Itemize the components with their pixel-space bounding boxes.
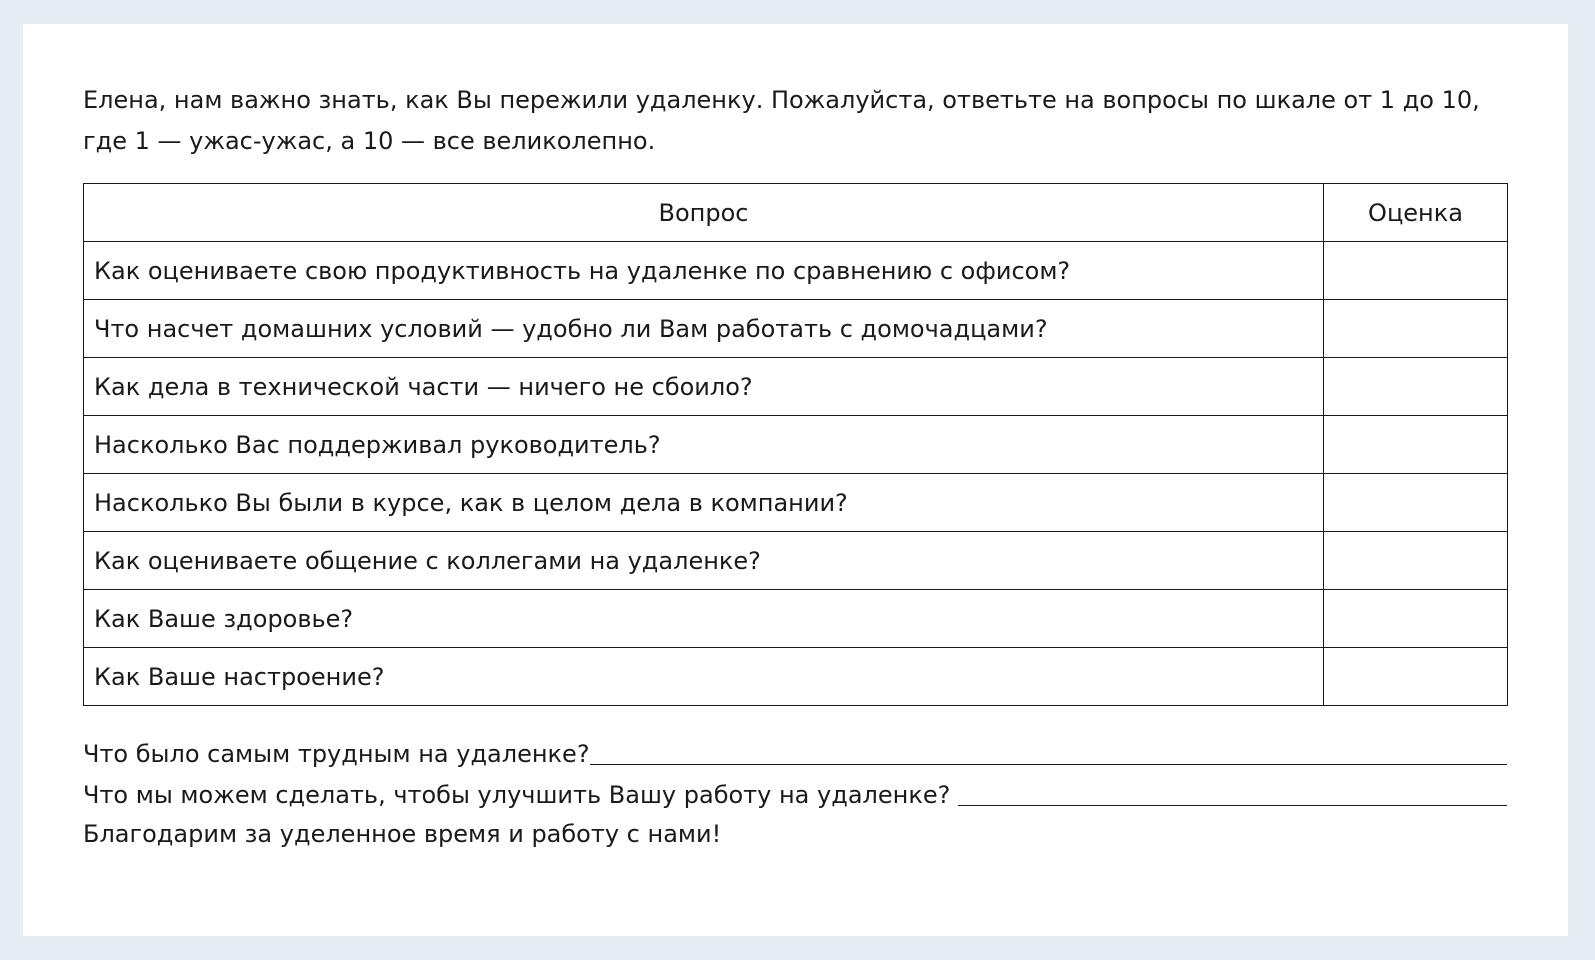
intro-text [83, 80, 1523, 162]
improve-answer-line[interactable] [958, 781, 1507, 806]
column-header-score: Оценка [1324, 184, 1508, 242]
intro-line-1: Елена, нам важно знать, как Вы пережили удаленку. Пожалуйста, ответьте на вопросы по шкале от 1 до 10, [83, 86, 1480, 114]
question-cell: Что насчет домашних условий — удобно ли Вам работать с домочадцами? [84, 300, 1324, 358]
hardest-question [83, 738, 1507, 768]
score-cell[interactable] [1324, 474, 1508, 532]
intro-line-2: где 1 — ужас-ужас, а 10 — все великолепно. [83, 127, 656, 155]
question-cell: Как Ваше здоровье? [84, 590, 1324, 648]
table-row [84, 590, 1508, 648]
score-cell[interactable] [1324, 358, 1508, 416]
question-cell: Как дела в технической части — ничего не сбоило? [84, 358, 1324, 416]
score-cell[interactable] [1324, 648, 1508, 706]
question-cell: Как Ваше настроение? [84, 648, 1324, 706]
question-cell: Насколько Вас поддерживал руководитель? [84, 416, 1324, 474]
question-cell: Как оцениваете свою продуктивность на удаленке по сравнению с офисом? [84, 242, 1324, 300]
question-cell: Как оцениваете общение с коллегами на удаленке? [84, 532, 1324, 590]
score-cell[interactable] [1324, 242, 1508, 300]
table-row [84, 358, 1508, 416]
improve-question-label: Что мы можем сделать, чтобы улучшить Вашу работу на удаленке? [83, 781, 951, 809]
improve-question [83, 779, 1507, 809]
question-cell: Насколько Вы были в курсе, как в целом дела в компании? [84, 474, 1324, 532]
table-row [84, 648, 1508, 706]
column-header-question: Вопрос [84, 184, 1324, 242]
thanks-text: Благодарим за уделенное время и работу с нами! [83, 820, 722, 848]
hardest-answer-line[interactable] [590, 740, 1507, 765]
table-row [84, 416, 1508, 474]
table-row [84, 532, 1508, 590]
score-cell[interactable] [1324, 416, 1508, 474]
table-row [84, 300, 1508, 358]
score-cell[interactable] [1324, 300, 1508, 358]
score-cell[interactable] [1324, 532, 1508, 590]
survey-sheet [23, 24, 1568, 936]
table-row [84, 242, 1508, 300]
table-row [84, 474, 1508, 532]
survey-table [83, 183, 1508, 706]
table-header-row [84, 184, 1508, 242]
score-cell[interactable] [1324, 590, 1508, 648]
hardest-question-label: Что было самым трудным на удаленке? [83, 740, 590, 768]
